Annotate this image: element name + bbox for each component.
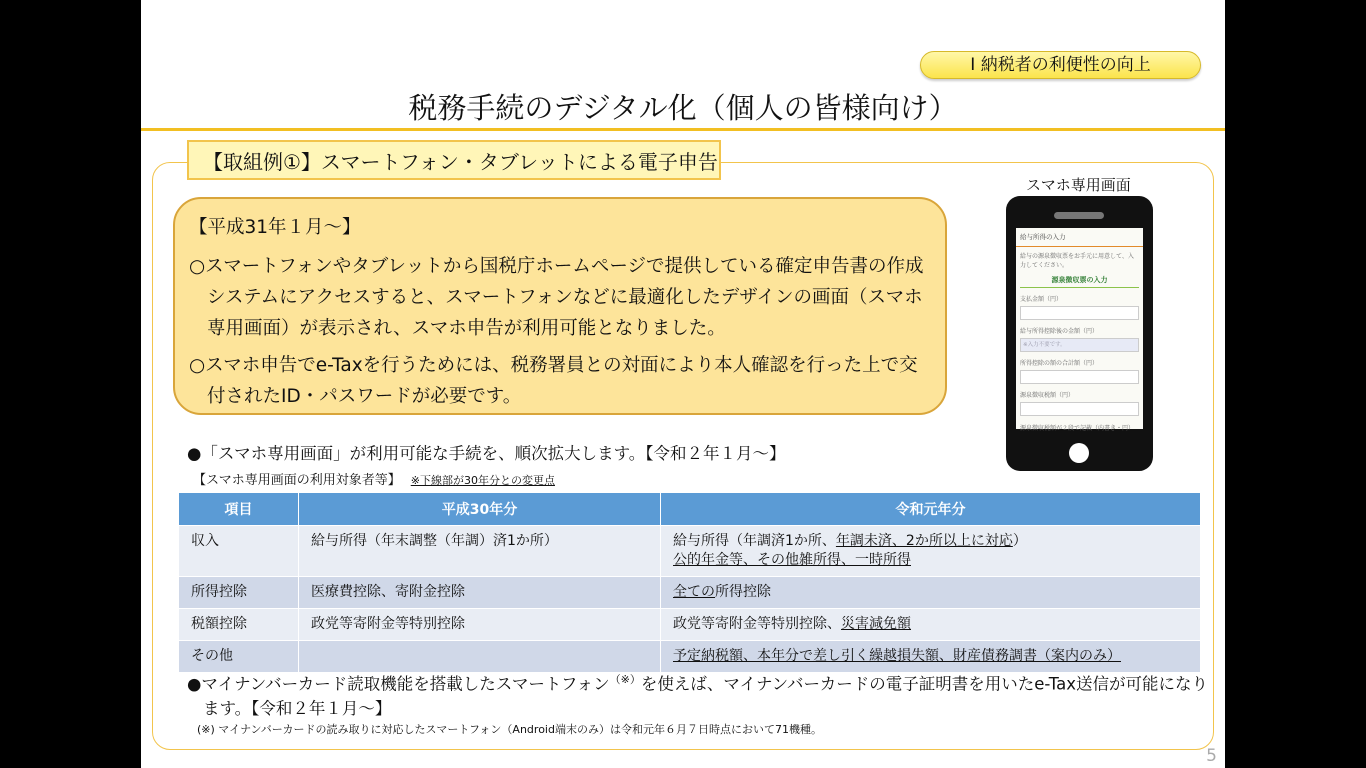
bullet2-text: ●マイナンバーカード読取機能を搭載したスマートフォン	[187, 674, 610, 694]
bullet-expansion: ●「スマホ専用画面」が利用可能な手続を、順次拡大します。【令和２年１月～】	[187, 444, 786, 463]
cell-text-changed: 年調未済、2か所以上に対応	[835, 533, 1013, 549]
smartphone-illustration	[1006, 196, 1153, 471]
section-badge: Ⅰ 納税者の利便性の向上	[920, 51, 1201, 79]
screen-field-label: 源泉徴収税額（円）	[1020, 392, 1075, 399]
screen-input	[1020, 306, 1139, 320]
summary-paragraph-1: ○スマートフォンやタブレットから国税庁ホームページで提供している確定申告書の作成システムにアクセスすると、スマートフォンなどに最適化したデザインの画面（スマホ専用画面）が表示され、スマホ申告が利用可能となりました。	[189, 256, 924, 339]
title-divider	[141, 128, 1225, 131]
cell-text-changed: 全ての	[673, 584, 715, 600]
cell-h30: 給与所得（年末調整（年調）済1か所）	[299, 526, 661, 577]
screen-field-label: 給与所得控除後の金額（円）	[1020, 328, 1099, 335]
eligibility-table	[178, 492, 1201, 673]
table-row	[179, 526, 1201, 577]
cell-item: その他	[179, 641, 299, 673]
table-row	[179, 609, 1201, 641]
phone-speaker	[1054, 212, 1104, 219]
cell-text-changed: 公的年金等、その他雑所得、一時所得	[673, 552, 911, 568]
cell-r1	[661, 577, 1201, 609]
home-button	[1069, 443, 1089, 463]
phone-caption: スマホ専用画面	[1026, 176, 1131, 194]
screen-intro: 給与の源泉徴収票をお手元に用意して、入力してください。	[1020, 253, 1134, 269]
cell-text: ）	[1012, 533, 1027, 549]
table-caption-text: 【スマホ専用画面の利用対象者等】	[193, 473, 401, 488]
screen-field	[1016, 352, 1143, 384]
table-row	[179, 577, 1201, 609]
summary-box	[173, 197, 947, 415]
cell-r1	[661, 609, 1201, 641]
cell-item: 収入	[179, 526, 299, 577]
cell-h30: 医療費控除、寄附金控除	[299, 577, 661, 609]
cell-item: 税額控除	[179, 609, 299, 641]
screen-field-label: 支払金額（円）	[1020, 296, 1063, 303]
footnote: (※) マイナンバーカードの読み取りに対応したスマートフォン（Android端末のみ）は令和元年６月７日時点において71機種。	[197, 723, 822, 736]
cell-text: 所得控除	[715, 584, 771, 600]
screen-input-disabled: ※入力不要です。	[1020, 338, 1139, 352]
period-label: 【平成31年１月～】	[189, 217, 361, 238]
screen-header: 給与所得の入力	[1016, 228, 1143, 247]
footnote-marker: （※）	[609, 673, 641, 686]
cell-text-changed: 予定納税額、本年分で差し引く繰越損失額、財産債務調書（案内のみ）	[673, 648, 1121, 664]
slide	[141, 0, 1225, 768]
cell-text: 給与所得（年調済1か所、	[673, 533, 836, 549]
screen-section-title: 源泉徴収票の入力	[1020, 272, 1139, 288]
screen-input	[1020, 370, 1139, 384]
screen-field-label: 所得控除の額の合計額（円）	[1020, 360, 1099, 367]
table-caption-note: ※下線部が30年分との変更点	[410, 474, 555, 487]
page-title: 税務手続のデジタル化（個人の皆様向け）	[408, 91, 958, 125]
screen-checkbox: 源泉徴収税額が２段で記載（内書き・円）	[1020, 425, 1135, 432]
cell-item: 所得控除	[179, 577, 299, 609]
cell-r1	[661, 526, 1201, 577]
bullet-mynumber	[187, 668, 1213, 721]
screen-input	[1020, 402, 1139, 416]
cell-h30: 政党等寄附金等特別控除	[299, 609, 661, 641]
phone-screen	[1016, 228, 1143, 432]
table-caption	[193, 469, 555, 488]
header-h30: 平成30年分	[299, 493, 661, 526]
screen-field	[1016, 288, 1143, 320]
screen-field	[1016, 384, 1143, 416]
bullet2-text: を使えば、マイナンバーカードの電子証明書を用いたe-Tax送信が可能になります。【令和２年１月～】	[203, 674, 1209, 718]
header-item: 項目	[179, 493, 299, 526]
cell-text: 政党等寄附金等特別控除、	[673, 616, 841, 632]
screen-field	[1016, 320, 1143, 352]
cell-text-changed: 災害減免額	[841, 616, 911, 632]
summary-paragraph-2: ○スマホ申告でe-Taxを行うためには、税務署員との対面により本人確認を行った上で交付されたID・パスワードが必要です。	[189, 355, 918, 407]
header-r1: 令和元年分	[661, 493, 1201, 526]
page-number: 5	[1206, 746, 1217, 766]
table-header-row	[179, 493, 1201, 526]
example-label: 【取組例①】スマートフォン・タブレットによる電子申告	[187, 140, 721, 180]
